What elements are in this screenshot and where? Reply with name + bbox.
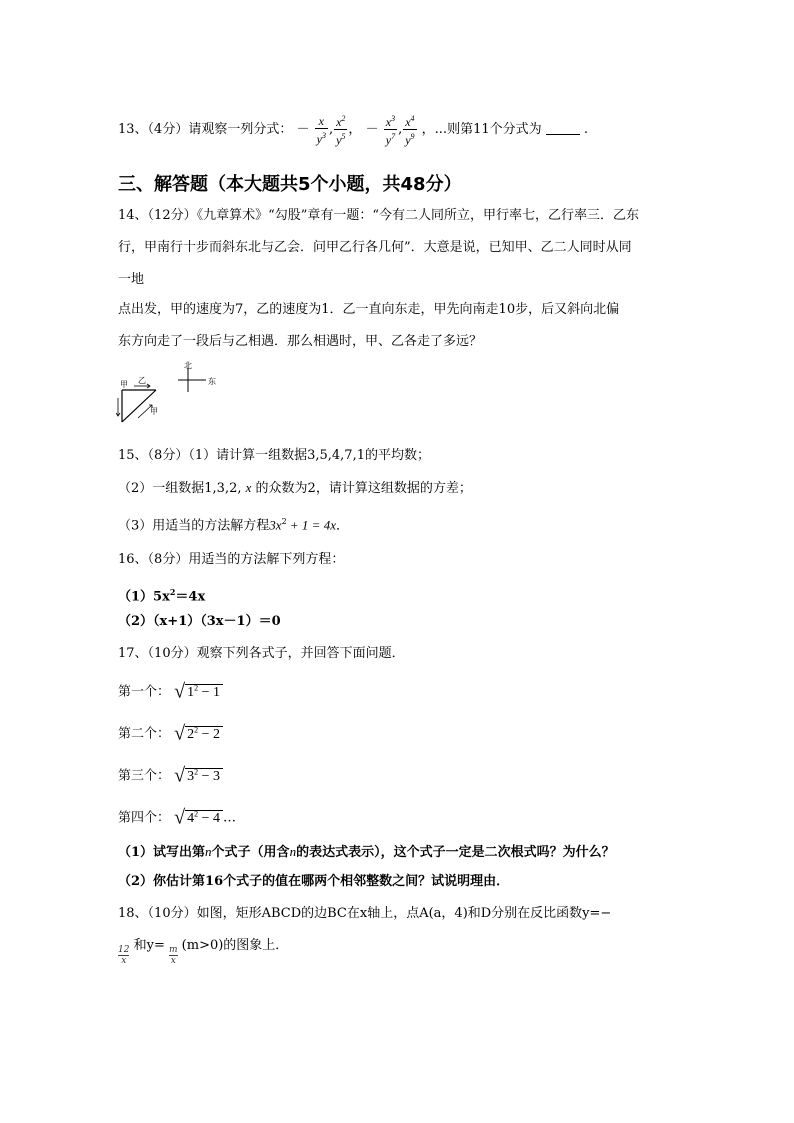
east-label: 东 xyxy=(208,377,216,386)
q17-item-2: 第二个： √ $2^2 - 2$ xyxy=(118,722,223,743)
q13-line: 13、（4分）请观察一列分式： － $\frac{x}{y^3}$ , $\frac{x^2}{y^5}$ ， － $\frac{x^3}{y^7}$ , $\frac{x^4}{y^9}$ ，...则第11个分式为 . xyxy=(118,113,589,147)
q13-neg1: － xyxy=(296,122,310,137)
q18-fraction-m-over-x: $\frac{m}{x}$ xyxy=(168,945,178,966)
q18-line2: $\frac{12}{x}$ 和y= $\frac{m}{x} (m>0)$的图象上． xyxy=(118,938,289,966)
q13-fraction-4: $\frac{x^4}{y^9}$ xyxy=(405,114,415,147)
q13-fraction-3: $\frac{x^3}{y^7}$ xyxy=(385,114,396,147)
jia-label-1: 甲 xyxy=(120,380,128,389)
q13-fraction-2: $\frac{x^2}{y^5}$ xyxy=(336,114,346,147)
q17-item-4: 第四个： √ $4^2 - 4$ … xyxy=(118,806,237,829)
north-label: 北 xyxy=(184,361,192,370)
sqrt-expression: √ $4^2 - 4$ xyxy=(174,806,223,827)
q17-line1: 17、（10分）观察下列各式子，并回答下面问题． xyxy=(118,646,405,661)
q15-line1: 15、（8分）（1）请计算一组数据3,5,4,7,1的平均数； xyxy=(118,448,430,463)
q14-line2: 行，甲南行十步而斜东北与乙会．问甲乙行各几何”．大意是说，已知甲、乙二人同时从同 xyxy=(118,240,632,255)
right-triangle-diagram xyxy=(116,360,226,430)
sqrt-expression: √ $1^2 - 1$ xyxy=(174,680,223,701)
q13-suffix: ，...则第11个分式为 xyxy=(421,122,542,137)
q14-line1: 14、（12分）《九章算术》“勾股”章有一题：“今有二人同所立，甲行率七，乙行率三．乙东 xyxy=(118,208,640,223)
jia-label-2: 甲 xyxy=(150,407,158,416)
q17-sub2: （2）你估计第16个式子的值在哪两个相邻整数之间？试说明理由． xyxy=(118,874,510,889)
sqrt-expression: √ $3^2 - 3$ xyxy=(174,764,223,785)
q13-answer-blank[interactable] xyxy=(546,122,580,135)
q16-line2: $(1)5x^2=4x$ xyxy=(118,587,206,605)
q18-line1: 18、（10分）如图，矩形ABCD的边BC在x轴上，点A(a，4)和D分别在反比函数y=− xyxy=(118,906,612,921)
q14-line3: 一地 xyxy=(118,272,145,287)
q16-line1: 16、（8分）用适当的方法解下列方程： xyxy=(118,552,345,567)
q15-line2: （2）一组数据1,3,2, x 的众数为2，请计算这组数据的方差； xyxy=(118,480,472,496)
q17-item-3: 第三个： √ $3^2 - 3$ xyxy=(118,764,223,785)
q13-fraction-1: $\frac{x}{y^3}$ xyxy=(316,113,326,146)
q13-prefix: 13、（4分）请观察一列分式： xyxy=(118,122,293,137)
q14-line4: 点出发，甲的速度为7，乙的速度为1．乙一直向东走，甲先向南走10步，后又斜向北偏 xyxy=(118,302,620,317)
q16-line3: （2）（x+1）（3x－1）＝0 xyxy=(118,614,281,629)
q17-sub1: （1）试写出第n个式子（用含n的表达式表示），这个式子一定是二次根式吗？为什么？ xyxy=(118,844,615,860)
q18-fraction-12-over-x: $\frac{12}{x}$ xyxy=(118,945,130,966)
q14-figure xyxy=(116,360,226,430)
sqrt-expression: √ $2^2 - 2$ xyxy=(174,722,223,743)
q17-item-1: 第一个： √ $1^2 - 1$ xyxy=(118,680,223,701)
q13-neg2: － xyxy=(365,122,379,137)
section-heading: 三、解答题（本大题共5个小题，共48分） xyxy=(118,174,462,195)
q14-line5: 东方向走了一段后与乙相遇．那么相遇时，甲、乙各走了多远？ xyxy=(118,334,483,349)
q15-line3: （3）用适当的方法解方程$3x^2 + 1 = 4x$． xyxy=(118,517,349,534)
yi-label: 乙 xyxy=(138,376,146,385)
